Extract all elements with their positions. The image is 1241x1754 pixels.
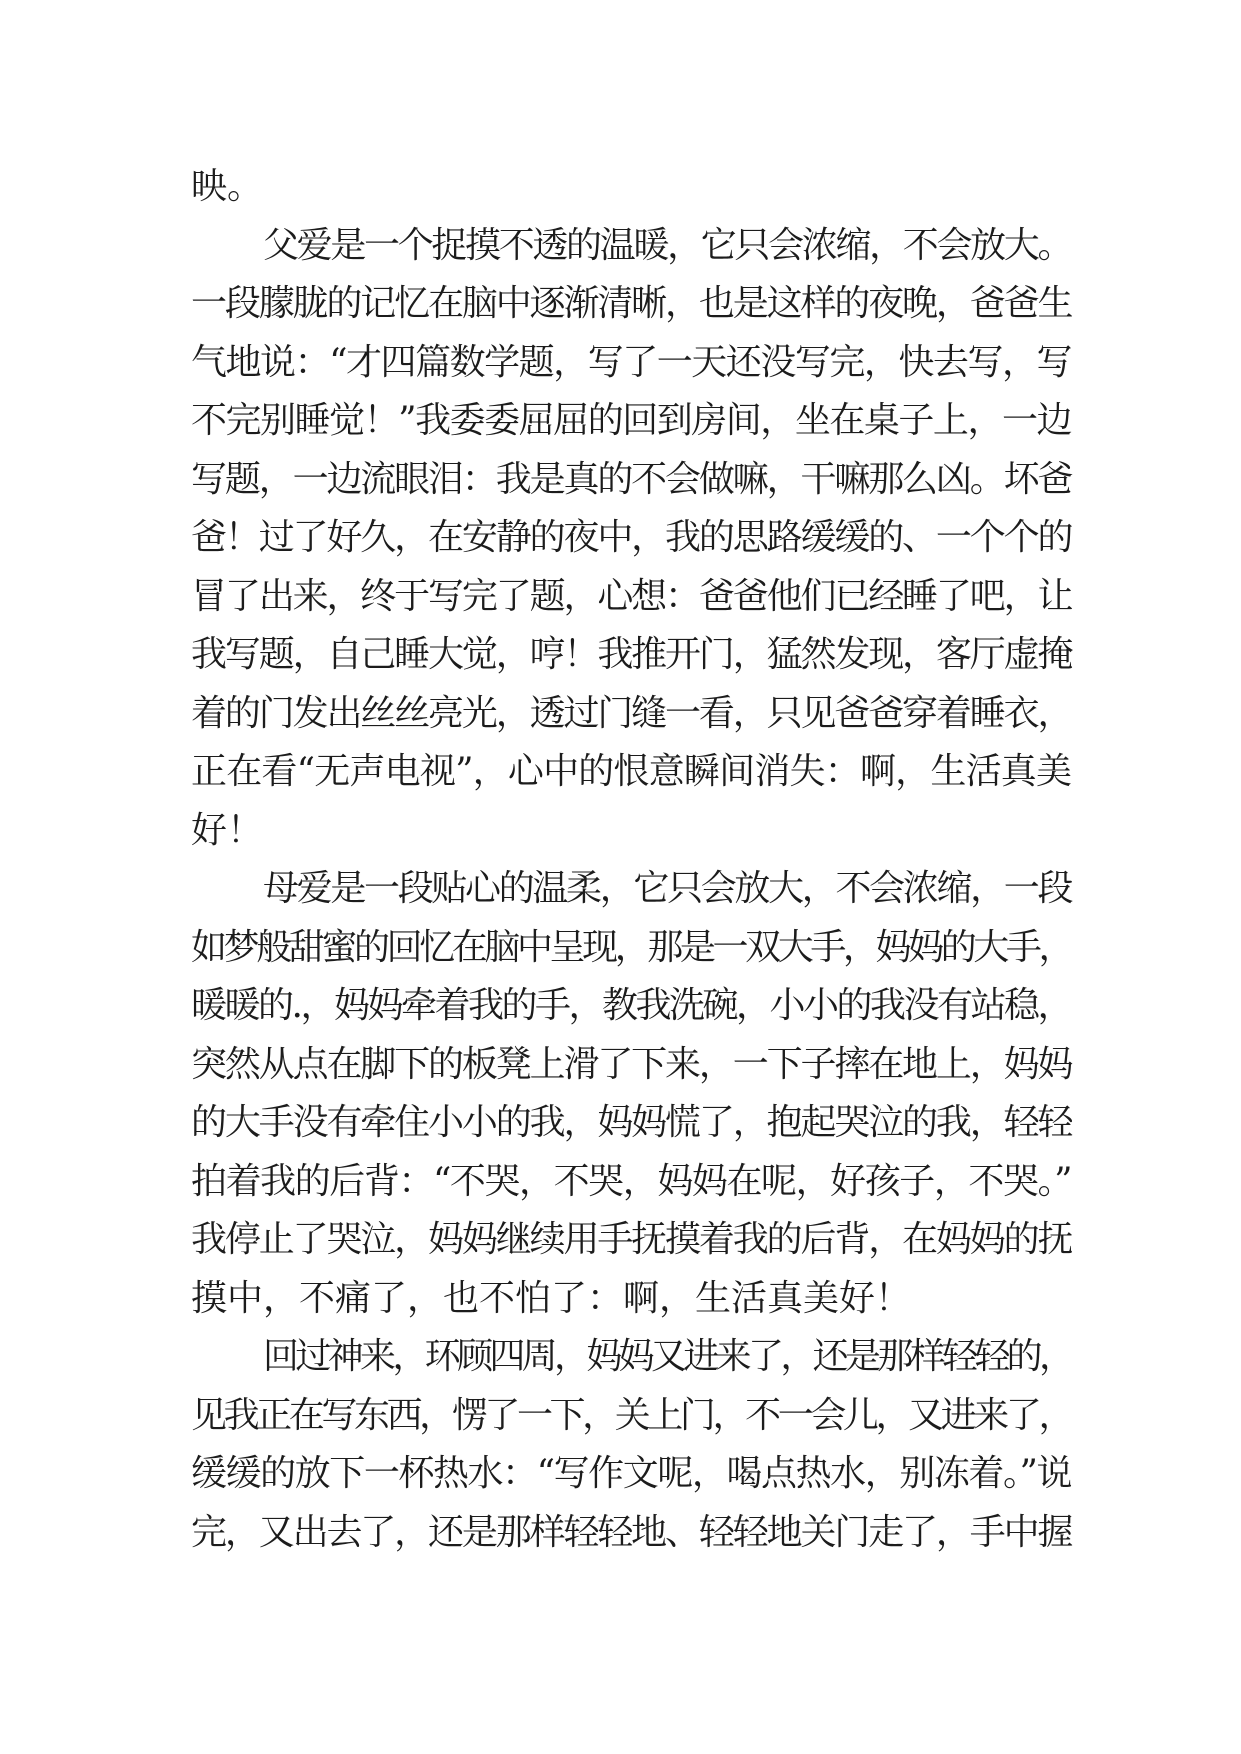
text-line: 我写题，自己睡大觉，哼！我推开门，猛然发现，客厅虚掩	[191, 634, 1071, 675]
text-line: 我停止了哭泣，妈妈继续用手抚摸着我的后背，在妈妈的抚	[191, 1219, 1071, 1260]
text-line: 完，又出去了，还是那样轻轻地、轻轻地关门走了，手中握	[191, 1511, 1071, 1553]
text-line: 缓缓的放下一杯热水：“写作文呢，喝点热水，别冻着。”说	[191, 1453, 1071, 1494]
text-line: 的大手没有牵住小小的我，妈妈慌了，抱起哭泣的我，轻轻	[191, 1102, 1071, 1143]
text-line: 暖暖的.，妈妈牵着我的手，教我洗碗，小小的我没有站稳，	[191, 985, 1071, 1026]
text-line: 突然从点在脚下的板凳上滑了下来，一下子摔在地上，妈妈	[191, 1043, 1071, 1085]
text-line: 一段朦胧的记忆在脑中逐渐清晰，也是这样的夜晚，爸爸生	[191, 283, 1071, 324]
text-line: 见我正在写东西，愣了一下，关上门，不一会儿，又进来了，	[191, 1394, 1071, 1436]
text-line: 回过神来，环顾四周，妈妈又进来了，还是那样轻轻的，	[263, 1336, 1071, 1377]
essay-body	[191, 158, 1071, 1562]
text-line: 着的门发出丝丝亮光，透过门缝一看，只见爸爸穿着睡衣，	[191, 692, 1071, 734]
text-line: 正在看“无声电视”，心中的恨意瞬间消失：啊，生活真美	[191, 751, 1071, 792]
text-line: 母爱是一段贴心的温柔，它只会放大，不会浓缩，一段	[263, 868, 1071, 909]
text-line: 爸！过了好久，在安静的夜中，我的思路缓缓的、一个个的	[191, 517, 1071, 558]
text-line: 不完别睡觉！”我委委屈屈的回到房间，坐在桌子上，一边	[191, 400, 1071, 441]
text-line: 如梦般甜蜜的回忆在脑中呈现，那是一双大手，妈妈的大手，	[191, 926, 1071, 968]
text-line: 映。	[191, 166, 264, 207]
text-line: 拍着我的后背：“不哭，不哭，妈妈在呢，好孩子，不哭。”	[191, 1160, 1071, 1202]
text-line: 摸中，不痛了，也不怕了：啊，生活真美好！	[191, 1277, 912, 1319]
text-line: 父爱是一个捉摸不透的温暖，它只会浓缩，不会放大。	[263, 224, 1071, 266]
text-line: 冒了出来，终于写完了题，心想：爸爸他们已经睡了吧，让	[191, 575, 1071, 617]
text-line: 好！	[191, 809, 264, 851]
text-line: 写题，一边流眼泪：我是真的不会做嘛，干嘛那么凶。坏爸	[191, 458, 1071, 500]
text-line: 气地说：“才四篇数学题，写了一天还没写完，快去写，写	[191, 341, 1071, 383]
